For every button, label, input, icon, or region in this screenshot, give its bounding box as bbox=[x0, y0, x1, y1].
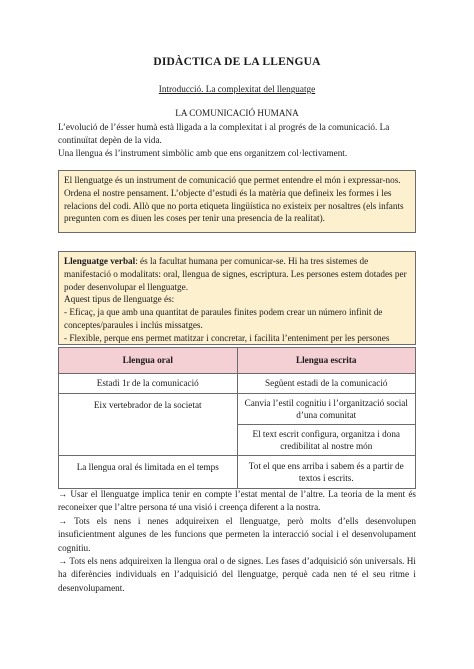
type-item: - Eficaç, ja que amb una quantitat de paraules finites podem crear un número infinit de conceptes/paraules i inclús missatges. bbox=[64, 307, 383, 330]
table-cell: Tot el que ens arriba i sabem és a partir de textos i escrits. bbox=[237, 456, 416, 489]
header-llengua-oral: Llengua oral bbox=[59, 348, 238, 374]
verbal-definition-text: : és la facultat humana per comunicar-se. Hi ha tres sistemes de manifestació o modalitats: oral, llengua de signes, escriptura. Les persones estem dotades per poder desenvolupar el llenguatge. bbox=[64, 256, 407, 292]
table-cell: Següent estadi de la comunicació bbox=[237, 374, 416, 394]
notes-list bbox=[58, 488, 416, 595]
types-intro: Aquest tipus de llenguatge és: bbox=[64, 294, 175, 305]
intro-paragraph: Una llengua és l’instrument simbòlic amb que ens organitzem col·lectivament. bbox=[58, 148, 348, 158]
note-item: → Usar el llenguatge implica tenir en compte l’estat mental de l’altre. La teoria de la ment és reconeixer que l’altre persona té una visió i creença diferent a la nostra. bbox=[58, 489, 416, 513]
table-row bbox=[59, 394, 416, 425]
verbal-term: Llenguatge verbal bbox=[64, 256, 136, 266]
note-item: → Tots els nens adquireixen la llengua oral o de signes. Les fases d’adquisició són universals. Hi ha diferències individuals en l’adquisició del llenguatge, perquè cada nen té el seu ritme i desenvolupament. bbox=[58, 556, 416, 593]
note-item: → Tots els nens i nenes adquireixen el llenguatge, però molts d’ells desenvolupen insuficientment algunes de les funcions que permeten la interacció social i el desenvolupament cognitiu. bbox=[58, 515, 416, 553]
table-cell: Eix vertebrador de la societat bbox=[59, 394, 238, 456]
header-llengua-escrita: Llengua escrita bbox=[237, 348, 416, 374]
definition-box-llenguatge-verbal bbox=[58, 251, 416, 345]
type-item: - Flexible, perque ens permet matitzar i concretar, i facilita l’enteniment per les persones bbox=[64, 332, 390, 343]
intro-paragraph: L’evolució de l’ésser humà està lligada a la complexitat i al progrés de la comunicació. La continuïtat depèn de la vida. bbox=[58, 122, 390, 145]
intro-text bbox=[58, 121, 418, 160]
table-cell: Canvia l’estil cognitiu i l’organització social d’una comunitat bbox=[237, 394, 416, 425]
table-cell: El text escrit configura, organitza i dona credibilitat al nostre món bbox=[237, 425, 416, 456]
section-heading: LA COMUNICACIÓ HUMANA bbox=[175, 108, 299, 118]
definition-text: El llenguatge és un instrument de comunicació que permet entendre el món i expressar-nos. Ordena el nostre pensament. L’objecte d’estudi és la matèria que defineix les formes i les relacions del codi. Allò que no porta etiqueta lingüística no existeix per nosaltres (els infants pregunten com es diuen les coses per tenir una presencia de la realitat). bbox=[64, 175, 404, 224]
table-cell: Estadi 1r de la comunicació bbox=[59, 374, 238, 394]
verbal-definition bbox=[64, 255, 410, 293]
definition-box-llenguatge bbox=[58, 170, 416, 233]
table-header-row bbox=[59, 348, 416, 374]
document-subtitle: Introducció. La complexitat del llenguatge bbox=[158, 84, 316, 94]
comparison-table bbox=[58, 347, 416, 489]
table-row bbox=[59, 374, 416, 394]
table-row bbox=[59, 456, 416, 489]
document-title: DIDÀCTICA DE LA LLENGUA bbox=[153, 56, 321, 68]
table-cell: La llengua oral és limitada en el temps bbox=[59, 456, 238, 489]
